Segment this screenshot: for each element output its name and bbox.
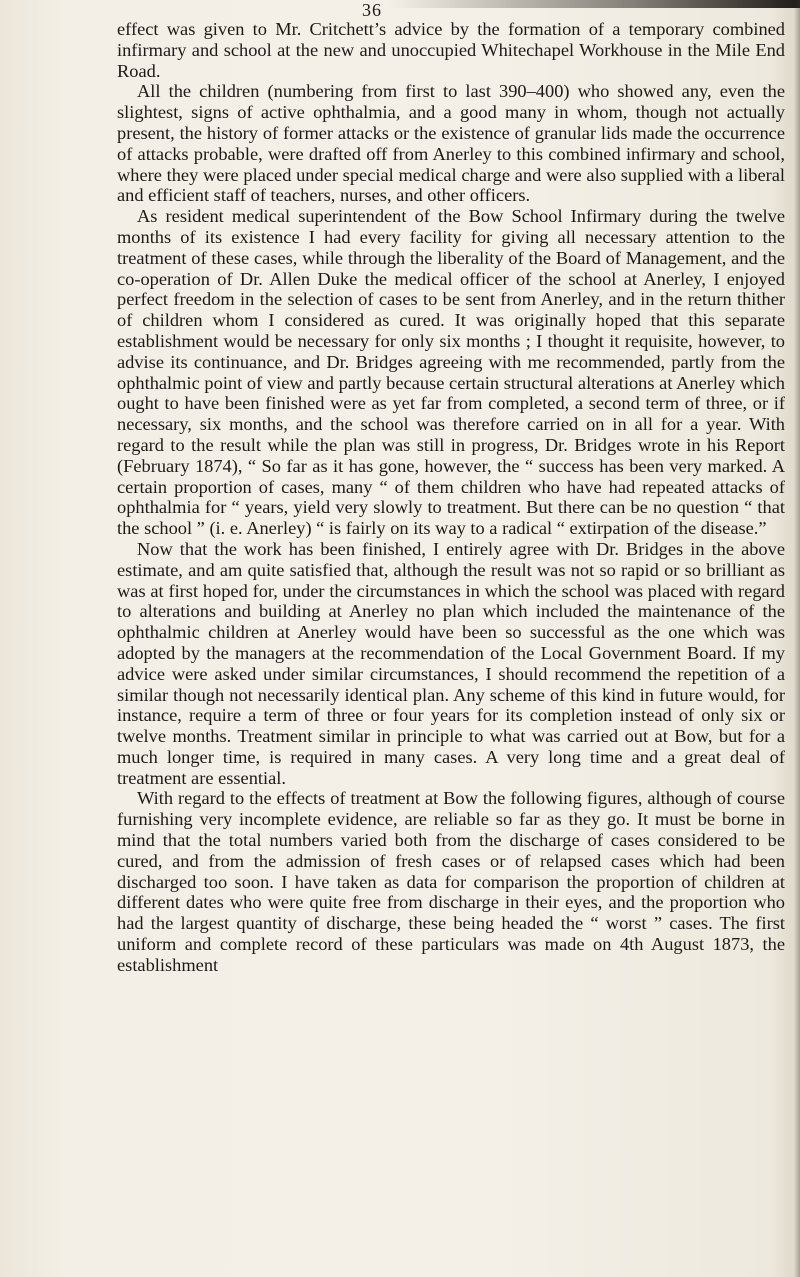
body-text <box>117 19 785 976</box>
page-number: 36 <box>362 0 382 20</box>
paragraph: effect was given to Mr. Critchett’s advice by the formation of a temporary combined infirmary and school at the new and unoccupied Whitechapel Workhouse in the Mile End Road. <box>117 19 785 81</box>
right-edge-shadow <box>794 0 800 1277</box>
paragraph: As resident medical superintendent of the Bow School Infirmary during the twelve months of its existence I had every facility for giving all necessary attention to the treatment of these cases, while through the liberality of the Board of Management, and the co-operation of Dr. Allen Duke the medical officer of the school at Anerley, I enjoyed perfect freedom in the selection of cases to be sent from Anerley, and in the return thither of children whom I considered as cured. It was originally hoped that this separate establishment would be necessary for only six months ; I thought it requisite, however, to advise its continuance, and Dr. Bridges agreeing with me recommended, partly from the ophthalmic point of view and partly because certain structural alterations at Anerley which ought to have been finished were as yet far from completed, a second term of three, or if necessary, six months, and the school was therefore carried on in all for a year. With regard to the result while the plan was still in progress, Dr. Bridges wrote in his Report (February 1874), “ So far as it has gone, however, the “ success has been very marked. A certain proportion of cases, many “ of them children who have had repeated attacks of ophthalmia for “ years, yield very slowly to treatment. But there can be no question “ that the school ” (i. e. Anerley) “ is fairly on its way to a radical “ extirpation of the disease.” <box>117 206 785 539</box>
paragraph: With regard to the effects of treatment at Bow the following figures, although of course furnishing very incomplete evidence, are reliable so far as they go. It must be borne in mind that the total numbers varied both from the discharge of cases considered to be cured, and from the admission of fresh cases or of relapsed cases which had been discharged too soon. I have taken as data for comparison the proportion of children at different dates who were quite free from discharge in their eyes, and the proportion who had the largest quantity of discharge, these being headed the “ worst ” cases. The first uniform and complete record of these particulars was made on 4th August 1873, the establishment <box>117 788 785 975</box>
paragraph: All the children (numbering from first to last 390–400) who showed any, even the slightest, signs of active ophthalmia, and a good many in whom, though not actually present, the history of former attacks or the existence of granular lids made the occurrence of attacks probable, were drafted off from Anerley to this combined infirmary and school, where they were placed under special medical charge and were also supplied with a liberal and efficient staff of teachers, nurses, and other officers. <box>117 81 785 206</box>
paragraph: Now that the work has been finished, I entirely agree with Dr. Bridges in the above estimate, and am quite satisfied that, although the result was not so rapid or so brilliant as was at first hoped for, under the circumstances in which the school was placed with regard to alterations and building at Anerley no plan which included the maintenance of the ophthalmic children at Anerley would have been so successful as the one which was adopted by the managers at the recommendation of the Local Government Board. If my advice were asked under similar circumstances, I should recommend the repetition of a similar though not necessarily identical plan. Any scheme of this kind in future would, for instance, require a term of three or four years for its completion instead of only six or twelve months. Treatment similar in principle to what was carried out at Bow, but for a much longer time, is required in many cases. A very long time and a great deal of treatment are essential. <box>117 538 785 788</box>
top-edge-shadow <box>390 0 800 8</box>
